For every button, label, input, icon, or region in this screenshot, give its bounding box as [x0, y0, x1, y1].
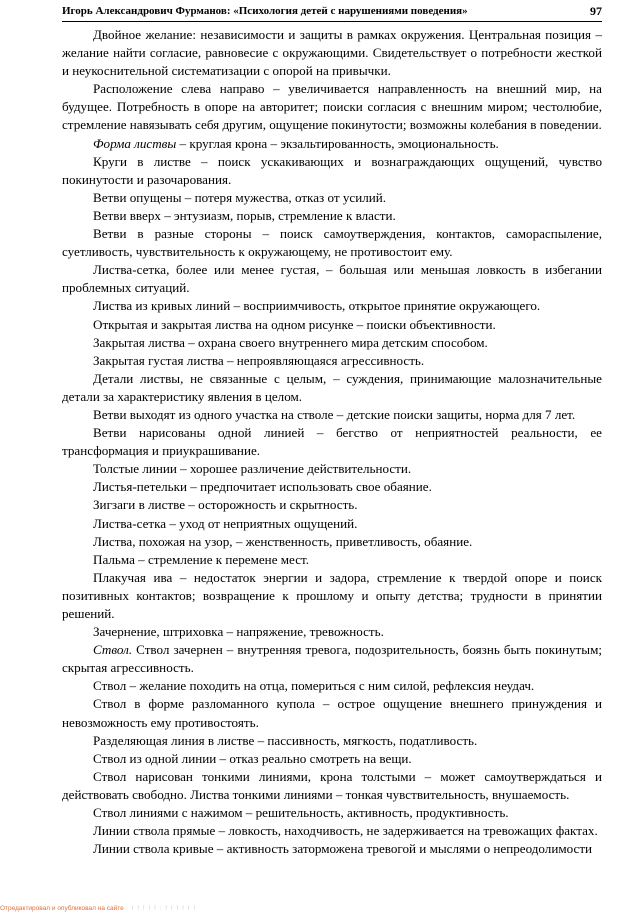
paragraph-text: Ствол нарисован тонкими линиями, крона толстыми – может самоутверждаться и действовать свободно. Листва тонкими линиями – тонкая чувствительность, внушаемость.: [62, 768, 602, 802]
paragraph-text: Ствол в форме разломанного купола – острое ощущение внешнего принуждения и невозможность ему противостоять.: [62, 696, 602, 730]
paragraph: [62, 750, 602, 768]
paragraph: [62, 297, 602, 315]
paragraph: [62, 533, 602, 551]
paragraph-text: Разделяющая линия в листве – пассивность, мягкость, податливость.: [93, 732, 478, 748]
paragraph: [62, 551, 602, 569]
paragraph: [62, 460, 602, 478]
paragraph: [62, 623, 602, 641]
footer-code: ! ! ! ! ! : ! ! ! ! ! !: [131, 905, 197, 912]
paragraph: [62, 189, 602, 207]
header-rule: [62, 21, 602, 22]
paragraph-text: Листва, похожая на узор, – женственность, приветливость, обаяние.: [93, 533, 473, 549]
paragraph: [62, 26, 602, 80]
paragraph: [62, 261, 602, 297]
paragraph: [62, 406, 602, 424]
paragraph-text: Ствол зачернен – внутренняя тревога, подозрительность, боязнь быть покинутым; скрытая агрессивность.: [62, 642, 602, 676]
paragraph-text: Ствол из одной линии – отказ реально смотреть на вещи.: [93, 750, 412, 766]
body-text: [62, 26, 602, 858]
paragraph: [62, 370, 602, 406]
paragraph-text: Листья-петельки – предпочитает использовать свое обаяние.: [93, 479, 432, 495]
paragraph-text: Листва-сетка – уход от неприятных ощущений.: [93, 515, 358, 531]
paragraph-text: Линии ствола прямые – ловкость, находчивость, не задерживается на тревожащих фактах.: [93, 823, 598, 839]
running-header: [62, 3, 602, 19]
paragraph: [62, 641, 602, 677]
paragraph: [62, 804, 602, 822]
paragraph: [62, 677, 602, 695]
paragraph: [62, 334, 602, 352]
paragraph: [62, 352, 602, 370]
paragraph-text: Ствол линиями с нажимом – решительность, активность, продуктивность.: [93, 805, 509, 821]
paragraph-text: Линии ствола кривые – активность заторможена тревогой и мыслями о непреодолимости: [93, 841, 593, 857]
paragraph: [62, 569, 602, 623]
paragraph-text: Листва-сетка, более или менее густая, – большая или меньшая ловкость в избегании проблемных ситуаций.: [62, 262, 602, 296]
paragraph-text: Круги в листве – поиск ускакивающих и вознаграждающих ощущений, чувство покинутости и разочарования.: [62, 153, 602, 187]
paragraph-text: Толстые линии – хорошее различение действительности.: [93, 461, 412, 477]
paragraph-text: Плакучая ива – недостаток энергии и задора, стремление к твердой опоре и поиск позитивных контактов; возвращение к прошлому и опыту детства; трудности в принятии решений.: [62, 569, 602, 621]
paragraph-text: Ветви опущены – потеря мужества, отказ от усилий.: [93, 189, 387, 205]
footer-text: Отредактировал и опубликовал на сайте: [0, 905, 124, 912]
paragraph: [62, 80, 602, 134]
paragraph-lead: Форма листвы: [93, 135, 177, 151]
paragraph-text: Листва из кривых линий – восприимчивость, открытое принятие окружающего.: [93, 298, 541, 314]
paragraph: [62, 225, 602, 261]
paragraph-text: Двойное желание: независимости и защиты в рамках окружения. Центральная позиция – желание найти согласие, равновесие с окружающими. Свидетельствует о потребности жесткой и неукоснительной систематизации с опорой на привычки.: [62, 27, 602, 79]
page-number: 97: [590, 4, 602, 18]
header-title: Игорь Александрович Фурманов: «Психология детей с нарушениями поведения»: [62, 5, 468, 17]
paragraph-text: Зачернение, штриховка – напряжение, тревожность.: [93, 624, 384, 640]
paragraph: [62, 135, 602, 153]
paragraph: [62, 822, 602, 840]
paragraph: [62, 207, 602, 225]
paragraph-text: Закрытая густая листва – непроявляющаяся агрессивность.: [93, 352, 425, 368]
paragraph-text: Детали листвы, не связанные с целым, – суждения, принимающие малозначительные детали за характеристику явления в целом.: [62, 370, 602, 404]
paragraph-text: Ствол – желание походить на отца, помериться с ним силой, рефлексия неудач.: [93, 678, 535, 694]
paragraph-text: Зигзаги в листве – осторожность и скрытность.: [93, 497, 358, 513]
paragraph: [62, 424, 602, 460]
paragraph: [62, 840, 602, 858]
paragraph-lead: Ствол.: [93, 642, 133, 658]
paragraph-text: Закрытая листва – охрана своего внутреннего мира детским способом.: [93, 334, 488, 350]
paragraph: [62, 316, 602, 334]
footer: [0, 904, 196, 913]
paragraph: [62, 153, 602, 189]
paragraph: [62, 478, 602, 496]
paragraph: [62, 695, 602, 731]
paragraph-text: – круглая крона – экзальтированность, эмоциональность.: [176, 135, 499, 151]
paragraph-text: Пальма – стремление к перемене мест.: [93, 551, 310, 567]
paragraph-text: Ветви вверх – энтузиазм, порыв, стремление к власти.: [93, 207, 396, 223]
paragraph: [62, 768, 602, 804]
paragraph-text: Расположение слева направо – увеличивается направленность на внешний мир, на будущее. Потребность в опоре на авторитет; поиски согласия с внешним миром; честолюбие, стремление навязывать себя другим, ощущение покинутости; возможны колебания в поведении.: [62, 81, 602, 133]
paragraph: [62, 515, 602, 533]
paragraph-text: Открытая и закрытая листва на одном рисунке – поиски объективности.: [93, 316, 496, 332]
paragraph-text: Ветви нарисованы одной линией – бегство от неприятностей реальности, ее трансформация и приукрашивание.: [62, 425, 602, 459]
paragraph: [62, 496, 602, 514]
paragraph-text: Ветви в разные стороны – поиск самоутверждения, контактов, самораспыление, суетливость, чувствительность к окружающему, не противостоит ему.: [62, 226, 602, 260]
paragraph-text: Ветви выходят из одного участка на стволе – детские поиски защиты, норма для 7 лет.: [93, 406, 576, 422]
paragraph: [62, 732, 602, 750]
